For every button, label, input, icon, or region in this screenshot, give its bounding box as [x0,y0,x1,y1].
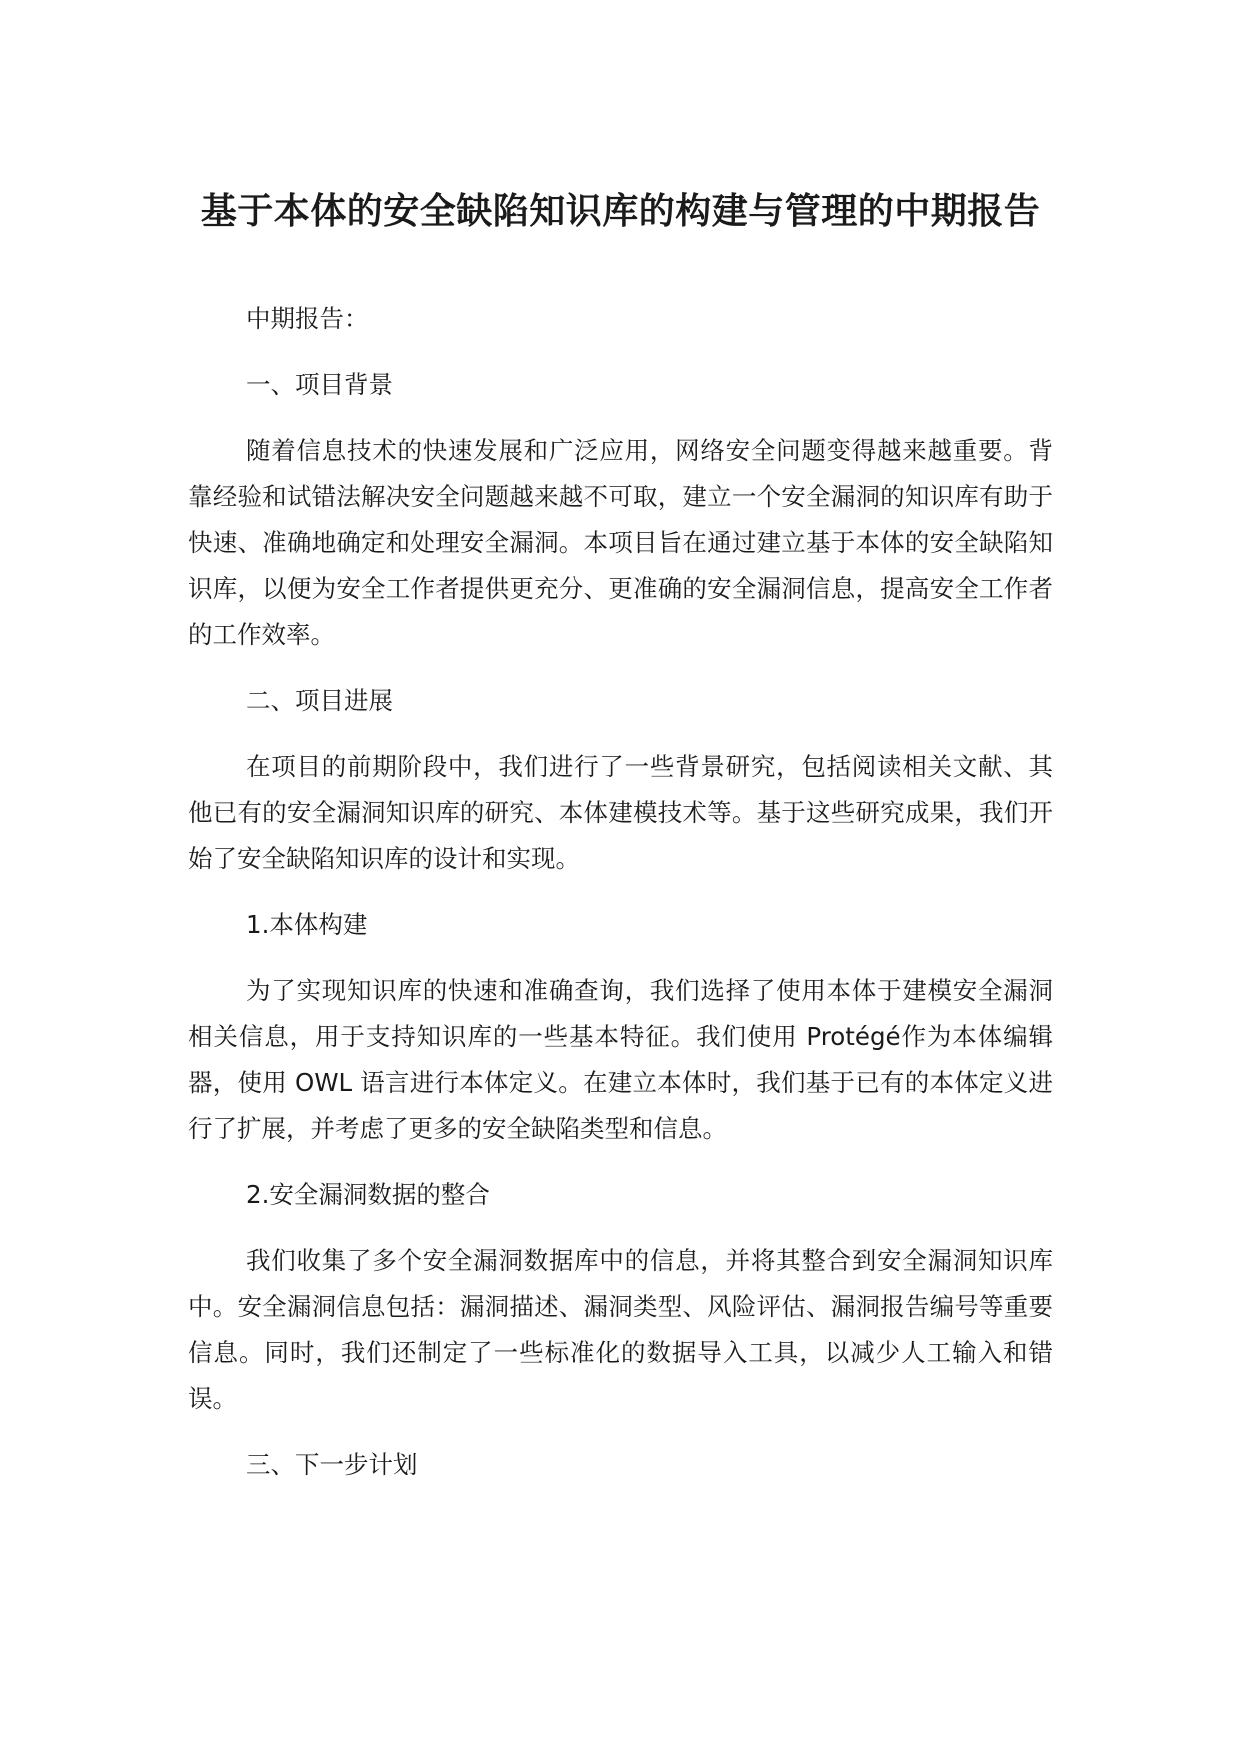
section-heading-progress: 二、项目进展 [246,686,393,715]
section-label-report: 中期报告： [246,304,369,333]
document-title: 基于本体的安全缺陷知识库的构建与管理的中期报告 [200,191,1041,232]
paragraph-ontology: 为了实现知识库的快速和准确查询，我们选择了使用本体于建模安全漏洞相关信息，用于支持知识库的一些基本特征。我们使用 Protégé作为本体编辑器，使用 OWL 语言进行本体定义。在建立本体时，我们基于已有的本体定义进行了扩展，并考虑了更多的安全缺陷类型和信息。 [188,976,1053,1143]
subsection-heading-data-integration: 2.安全漏洞数据的整合 [246,1180,490,1209]
paragraph-progress: 在项目的前期阶段中，我们进行了一些背景研究，包括阅读相关文献、其他已有的安全漏洞知识库的研究、本体建模技术等。基于这些研究成果，我们开始了安全缺陷知识库的设计和实现。 [188,752,1053,873]
paragraph-background: 随着信息技术的快速发展和广泛应用，网络安全问题变得越来越重要。背靠经验和试错法解决安全问题越来越不可取，建立一个安全漏洞的知识库有助于快速、准确地确定和处理安全漏洞。本项目旨在通过建立基于本体的安全缺陷知识库，以便为安全工作者提供更充分、更准确的安全漏洞信息，提高安全工作者的工作效率。 [188,436,1053,649]
subsection-heading-ontology: 1.本体构建 [246,910,368,939]
paragraph-data-integration: 我们收集了多个安全漏洞数据库中的信息，并将其整合到安全漏洞知识库中。安全漏洞信息包括：漏洞描述、漏洞类型、风险评估、漏洞报告编号等重要信息。同时，我们还制定了一些标准化的数据导入工具，以减少人工输入和错误。 [188,1246,1053,1413]
section-heading-next-plan: 三、下一步计划 [246,1450,418,1479]
section-heading-background: 一、项目背景 [246,370,393,399]
